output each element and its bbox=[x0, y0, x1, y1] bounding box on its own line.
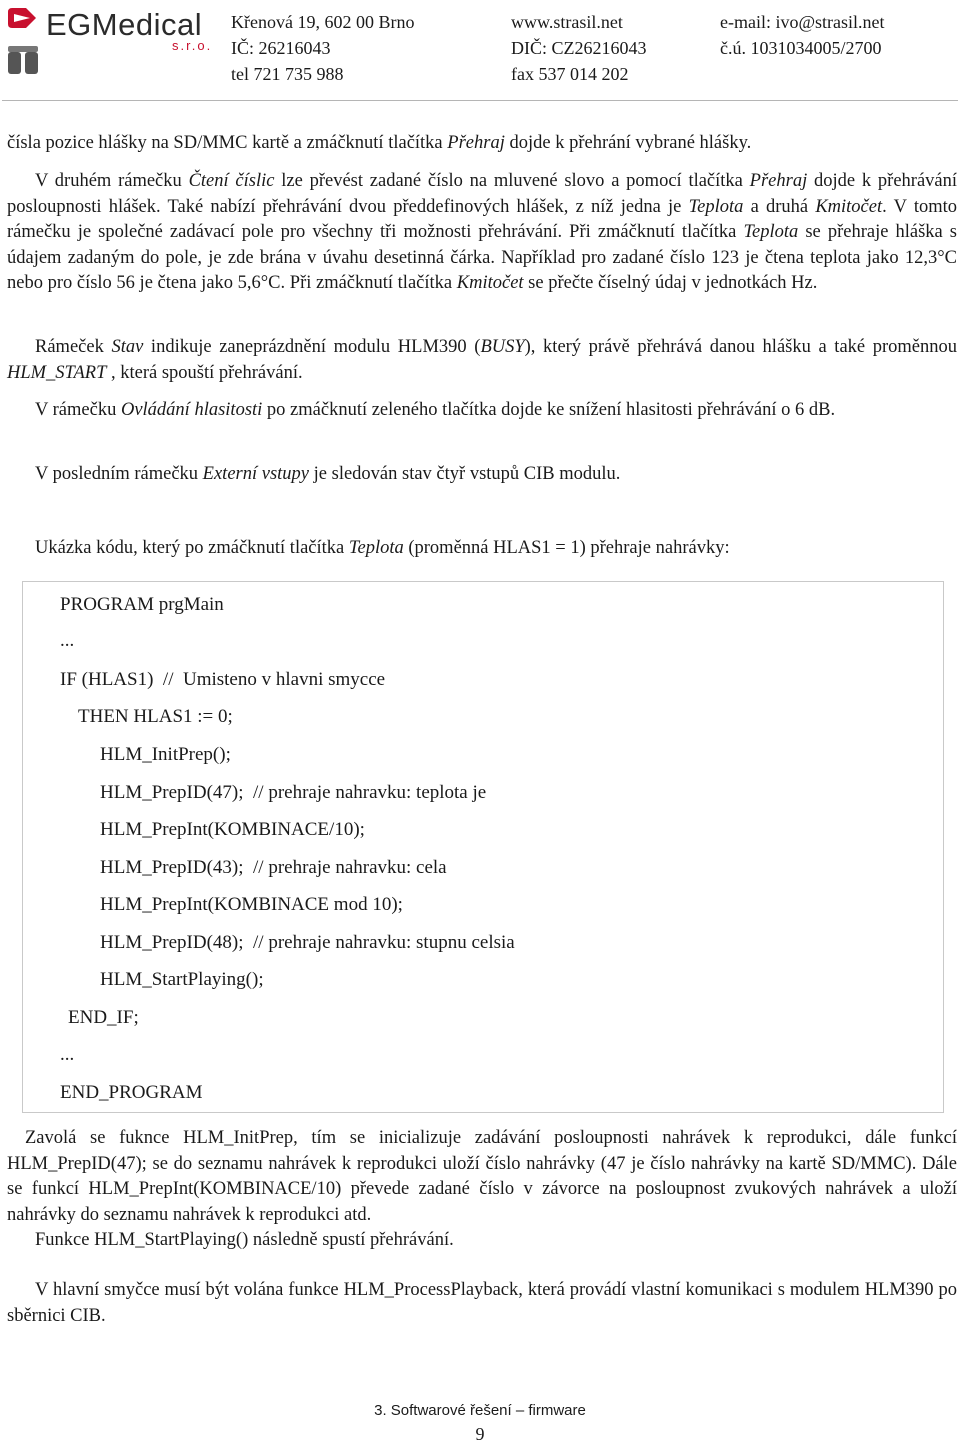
code-line: HLM_StartPlaying(); bbox=[100, 969, 264, 990]
paragraph-3: Rámeček Stav indikuje zaneprázdnění modulu HLM390 (BUSY), který právě přehrává danou hlášku a také proměnnou HLM_START , která spouští přehrávání. bbox=[7, 337, 958, 383]
code-line: END_IF; bbox=[68, 1007, 139, 1028]
code-line: HLM_PrepID(43); // prehraje nahravku: cela bbox=[100, 857, 447, 878]
code-line: END_PROGRAM bbox=[60, 1082, 203, 1103]
paragraph-4: V rámečku Ovládání hlasitosti po zmáčknutí zeleného tlačítka dojde ke snížení hlasitosti přehrávání o 6 dB. bbox=[35, 400, 836, 420]
paragraph-5: V posledním rámečku Externí vstupy je sledován stav čtyř vstupů CIB modulu. bbox=[35, 464, 621, 484]
header-divider bbox=[2, 100, 958, 101]
code-line: HLM_PrepID(48); // prehraje nahravku: stupnu celsia bbox=[100, 932, 515, 953]
logo-name: EGMedical bbox=[46, 7, 203, 42]
code-line: HLM_PrepInt(KOMBINACE mod 10); bbox=[100, 894, 403, 915]
header-phone: tel 721 735 988 bbox=[231, 64, 344, 84]
paragraph-9: V hlavní smyčce musí být volána funkce HLM_ProcessPlayback, která provádí vlastní komunikaci s modulem HLM390 po sběrnici CIB. bbox=[7, 1280, 957, 1326]
header-fax: fax 537 014 202 bbox=[511, 64, 629, 84]
paragraph-1: čísla pozice hlášky na SD/MMC kartě a zmáčknutí tlačítka Přehraj dojde k přehrání vybrané hlášky. bbox=[7, 133, 752, 153]
company-logo bbox=[6, 6, 216, 86]
letterhead bbox=[0, 0, 960, 104]
header-ic: IČ: 26216043 bbox=[231, 38, 331, 58]
code-line: ... bbox=[60, 630, 75, 651]
header-email[interactable]: e-mail: ivo@strasil.net bbox=[720, 12, 885, 32]
code-line: IF (HLAS1) // Umisteno v hlavni smycce bbox=[60, 669, 386, 690]
code-line: HLM_PrepID(47); // prehraje nahravku: teplota je bbox=[100, 782, 487, 803]
header-website[interactable]: www.strasil.net bbox=[511, 12, 623, 32]
header-dic: DIČ: CZ26216043 bbox=[511, 38, 647, 58]
code-intro: Ukázka kódu, který po zmáčknutí tlačítka Teplota (proměnná HLAS1 = 1) přehraje nahrávky: bbox=[35, 538, 730, 558]
header-address: Křenová 19, 602 00 Brno bbox=[231, 12, 415, 32]
logo-suffix: s.r.o. bbox=[172, 38, 213, 53]
code-line: HLM_InitPrep(); bbox=[100, 744, 231, 765]
paragraph-2: V druhém rámečku Čtení číslic lze převést zadané číslo na mluvené slovo a pomocí tlačítka Přehraj dojde k přehrávání posloupnosti hlášek. Také nabízí přehrávání dvou předdefinových hlášek, z níž jedna je Teplota a druhá Kmitočet. V tomto rámečku je společné zadávací pole pro všechny tři možnosti přehrávání. Při zmáčknutí tlačítka Teplota se přehraje hláška s údajem zadaným do pole, je zde brána v úvahu desetinná čárka. Například pro zadané číslo 123 je čtena teplota jako 12,3°C nebo pro číslo 56 je čtena jako 5,6°C. Při zmáčknutí tlačítka Kmitočet se přečte číselný údaj v jednotkách Hz. bbox=[7, 171, 958, 293]
code-line: THEN HLAS1 := 0; bbox=[78, 706, 233, 727]
code-line: HLM_PrepInt(KOMBINACE/10); bbox=[100, 819, 365, 840]
page-number: 9 bbox=[475, 1424, 485, 1444]
paragraph-8: Funkce HLM_StartPlaying() následně spustí přehrávání. bbox=[35, 1230, 454, 1250]
code-line: ... bbox=[60, 1044, 75, 1065]
code-line: PROGRAM prgMain bbox=[60, 594, 224, 615]
paragraph-7: Zavolá se fuknce HLM_InitPrep, tím se inicializuje zadávání posloupnosti nahrávek k reprodukci, dále funkcí HLM_PrepID(47); se do seznamu nahrávek k reprodukci uloží číslo nahrávky (47 je číslo nahrávky na kartě SD/MMC). Dále se funkcí HLM_PrepInt(KOMBINACE/10) převede zadané číslo v závorce na posloupnost zvukových nahrávek a uloží nahrávky do seznamu nahrávek k reprodukci atd. bbox=[7, 1128, 957, 1225]
code-sample-box bbox=[22, 581, 944, 1113]
footer-section-title: 3. Softwarové řešení – firmware bbox=[374, 1402, 586, 1419]
header-account: č.ú. 1031034005/2700 bbox=[720, 38, 882, 58]
logo-mark-icon bbox=[6, 6, 42, 82]
